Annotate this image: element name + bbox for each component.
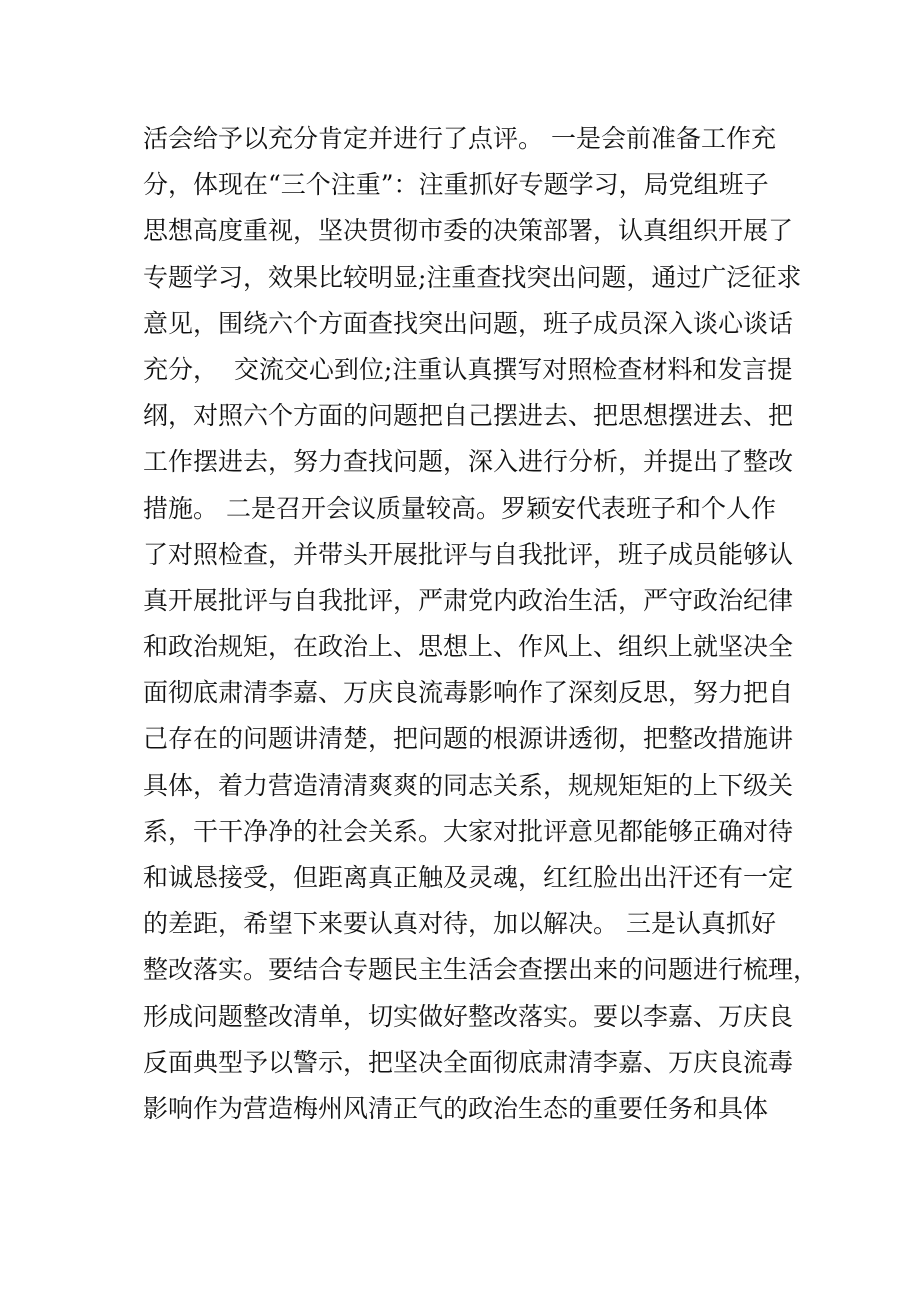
text-line: 整改落实。要结合专题民主生活会查摆出来的问题进行梳理， [143,955,819,985]
text-line: 真开展批评与自我批评，严肃党内政治生活，严守政治纪律 [143,585,794,615]
text-line: 系，干干净净的社会关系。大家对批评意见都能够正确对待 [143,816,794,846]
text-line: 专题学习，效果比较明显;注重查找突出问题，通过广泛征求 [143,262,802,292]
text-line: 思想高度重视，坚决贯彻市委的决策部署，认真组织开展了 [143,216,794,246]
text-line: 活会给予以充分肯定并进行了点评。 一是会前准备工作充 [143,124,776,153]
text-line: 和政治规矩，在政治上、思想上、作风上、组织上就坚决全 [143,632,794,662]
text-line: 纲，对照六个方面的问题把自己摆进去、把思想摆进去、把 [143,401,794,431]
text-line: 工作摆进去，努力查找问题，深入进行分析，并提出了整改 [143,447,794,477]
text-line: 措施。 二是召开会议质量较高。罗颖安代表班子和个人作 [143,493,776,523]
text-line: 和诚恳接受，但距离真正触及灵魂，红红脸出出汗还有一定 [143,863,794,892]
text-line: 面彻底肃清李嘉、万庆良流毒影响作了深刻反思，努力把自 [143,678,794,708]
text-line: 充分， 交流交心到位;注重认真撰写对照检查材料和发言提 [143,354,793,384]
text-line: 具体，着力营造清清爽爽的同志关系，规规矩矩的上下级关 [143,770,794,800]
text-line: 影响作为营造梅州风清正气的政治生态的重要任务和具体 [143,1093,769,1123]
text-line: 形成问题整改清单，切实做好整改落实。要以李嘉、万庆良 [143,1001,794,1031]
text-line: 了对照检查，并带头开展批评与自我批评，班子成员能够认 [143,539,794,569]
text-line: 意见，围绕六个方面查找突出问题，班子成员深入谈心谈话 [143,308,794,338]
document-body [143,116,819,1132]
text-line: 的差距，希望下来要认真对待，加以解决。 三是认真抓好 [143,909,776,939]
text-line: 分，体现在“三个注重”：注重抓好专题学习，局党组班子 [143,170,769,200]
text-line: 己存在的问题讲清楚，把问题的根源讲透彻，把整改措施讲 [143,724,794,754]
text-line: 反面典型予以警示，把坚决全面彻底肃清李嘉、万庆良流毒 [143,1047,794,1077]
